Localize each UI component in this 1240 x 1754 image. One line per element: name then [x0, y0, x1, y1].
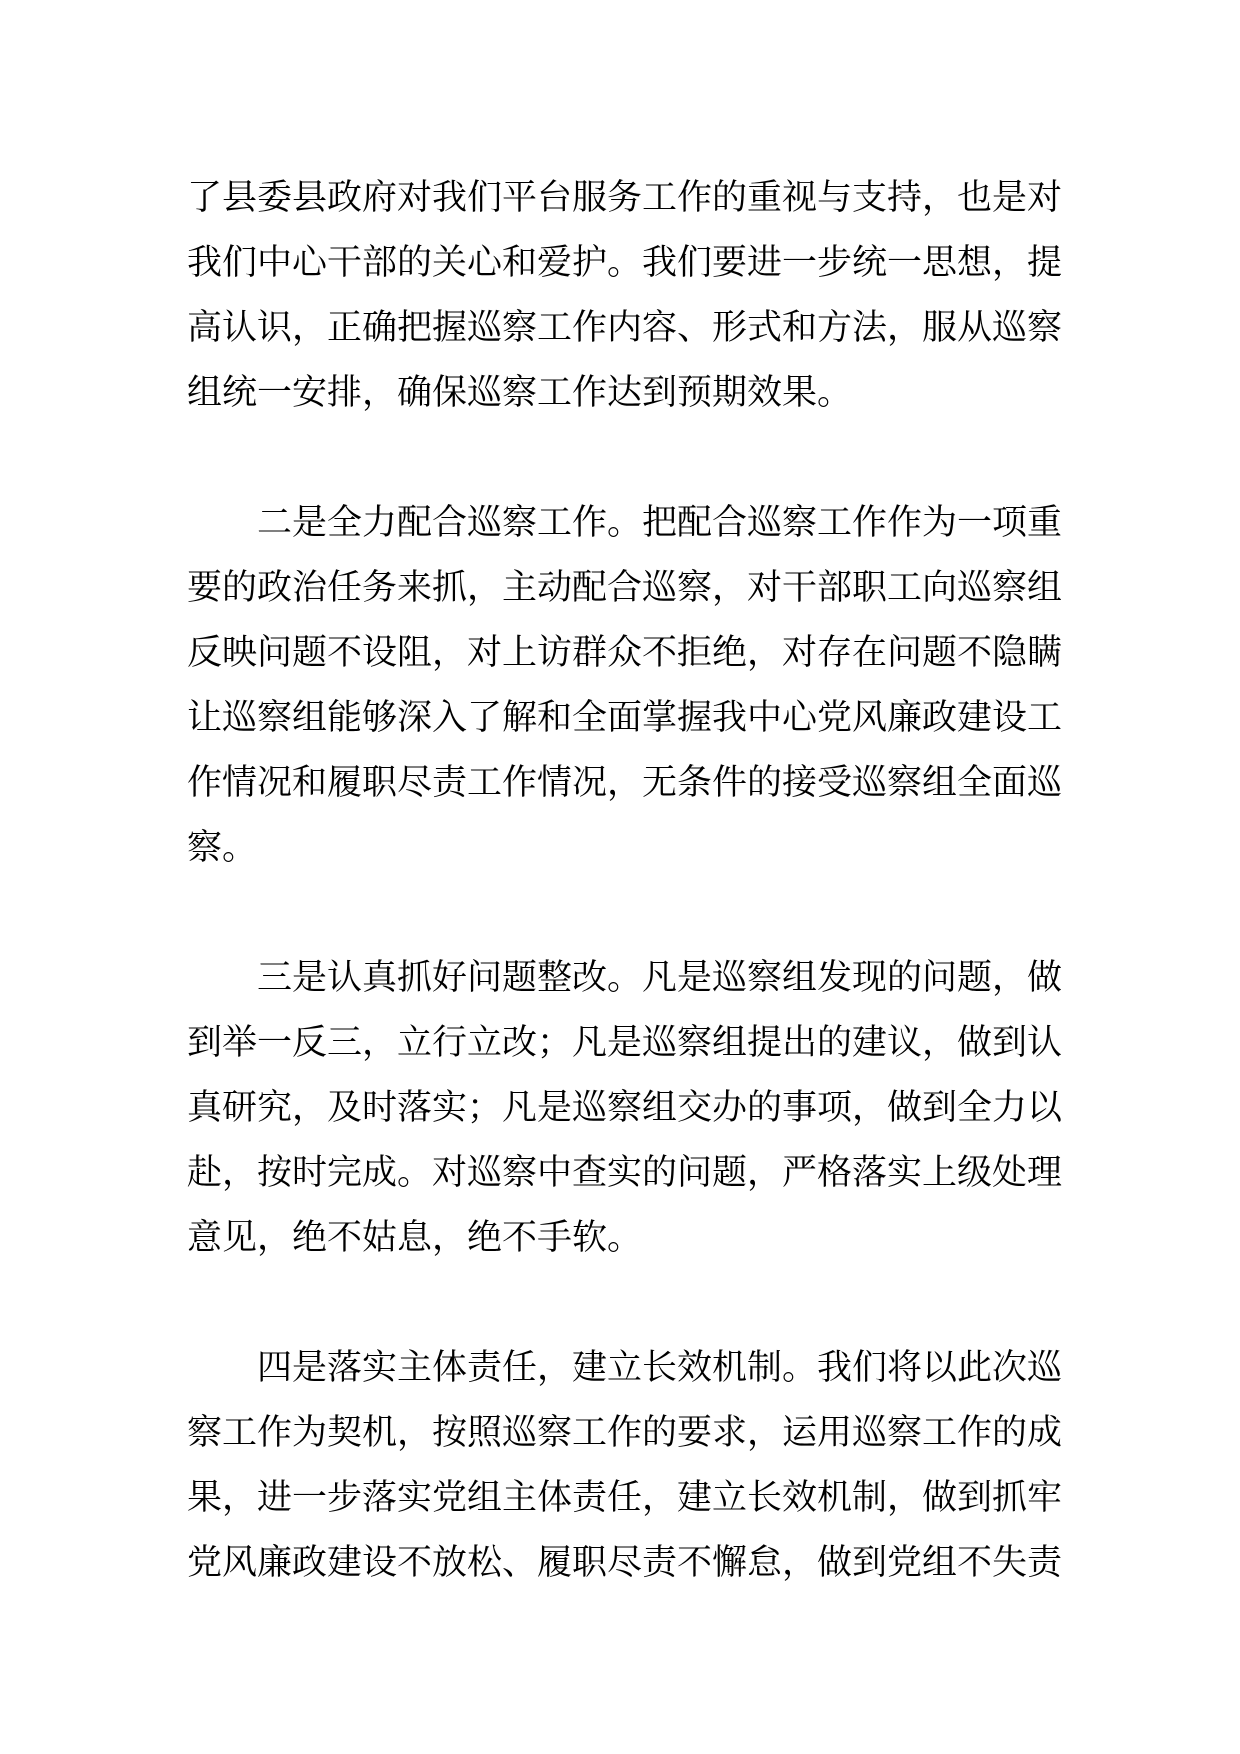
document-body — [187, 166, 1062, 1596]
paragraph-long-term-mechanism: 四是落实主体责任，建立长效机制。我们将以此次巡察工作为契机，按照巡察工作的要求，运用巡察工作的成果，进一步落实党组主体责任，建立长效机制，做到抓牢党风廉政建设不放松、履职尽责不懈怠，做到党组不失责 — [187, 1348, 1063, 1583]
paragraph-cooperate-inspection: 二是全力配合巡察工作。把配合巡察工作作为一项重要的政治任务来抓，主动配合巡察，对干部职工向巡察组反映问题不设阻，对上访群众不拒绝，对存在问题不隐瞒让巡察组能够深入了解和全面掌握我中心党风廉政建设工作情况和履职尽责工作情况，无条件的接受巡察组全面巡察。 — [187, 503, 1063, 868]
paragraph-rectify-problems: 三是认真抓好问题整改。凡是巡察组发现的问题，做到举一反三，立行立改；凡是巡察组提出的建议，做到认真研究，及时落实；凡是巡察组交办的事项，做到全力以赴，按时完成。对巡察中查实的问题，严格落实上级处理意见，绝不姑息，绝不手软。 — [187, 958, 1063, 1258]
paragraph-continuation: 了县委县政府对我们平台服务工作的重视与支持，也是对我们中心干部的关心和爱护。我们要进一步统一思想，提高认识，正确把握巡察工作内容、形式和方法，服从巡察组统一安排，确保巡察工作达到预期效果。 — [187, 178, 1063, 413]
